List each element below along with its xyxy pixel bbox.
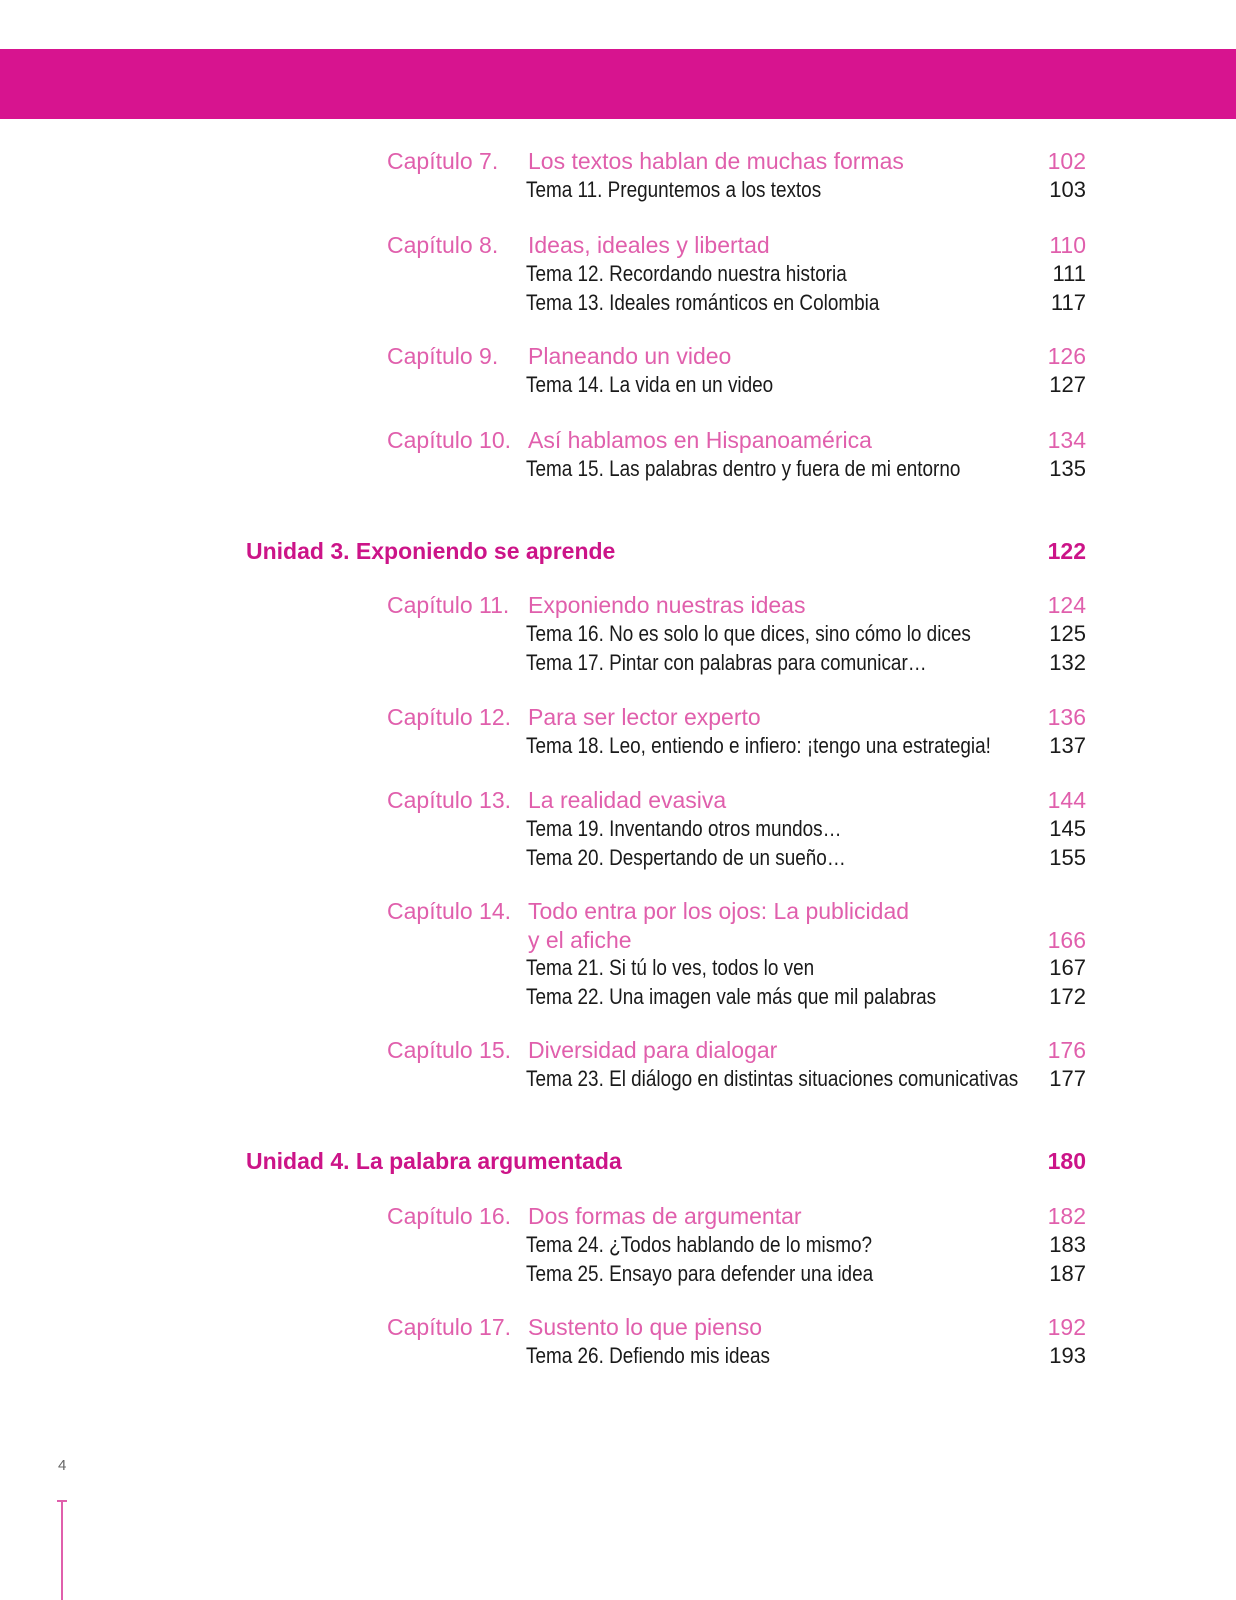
tema-page: 177 (1049, 1066, 1086, 1091)
tema-page: 127 (1049, 372, 1086, 397)
chapter-title: Así hablamos en Hispanoamérica (528, 427, 872, 453)
tema-title: Tema 25. Ensayo para defender una idea (526, 1261, 874, 1286)
tema-page: 145 (1049, 816, 1086, 841)
tema-title: Tema 12. Recordando nuestra historia (526, 261, 847, 286)
tema-page: 155 (1049, 845, 1086, 870)
chapter-page: 126 (1047, 343, 1086, 369)
chapter-number: Capítulo 7. (387, 148, 499, 174)
chapter-page: 136 (1047, 704, 1086, 730)
tema-page: 132 (1049, 650, 1086, 675)
tema-title: Tema 17. Pintar con palabras para comunicar… (526, 650, 927, 675)
chapter-number: Capítulo 8. (387, 232, 499, 258)
chapter-title: Los textos hablan de muchas formas (528, 148, 904, 174)
chapter-number: Capítulo 10. (387, 427, 512, 453)
chapter-title: Para ser lector experto (528, 704, 761, 730)
chapter-number: Capítulo 14. (387, 898, 512, 924)
tema-title: Tema 26. Defiendo mis ideas (526, 1343, 770, 1368)
chapter-number: Capítulo 17. (387, 1314, 512, 1340)
tema-title: Tema 21. Si tú lo ves, todos lo ven (526, 955, 815, 980)
chapter-number: Capítulo 13. (387, 787, 512, 813)
tema-title: Tema 15. Las palabras dentro y fuera de mi entorno (526, 456, 961, 481)
chapter-page: 176 (1047, 1037, 1086, 1063)
tema-page: 187 (1049, 1261, 1086, 1286)
chapter-title-continued: y el afiche (528, 927, 632, 953)
tema-title: Tema 14. La vida en un video (526, 372, 774, 397)
chapter-title: Todo entra por los ojos: La publicidad (528, 898, 910, 924)
tema-title: Tema 18. Leo, entiendo e infiero: ¡tengo una estrategia! (526, 733, 991, 758)
chapter-title: Planeando un video (528, 343, 732, 369)
tema-title: Tema 23. El diálogo en distintas situaciones comunicativas (526, 1066, 1019, 1091)
chapter-title: Exponiendo nuestras ideas (528, 592, 806, 618)
unit-page: 180 (1047, 1148, 1086, 1174)
tema-title: Tema 19. Inventando otros mundos… (526, 816, 842, 841)
chapter-page: 166 (1047, 927, 1086, 953)
chapter-title: La realidad evasiva (528, 787, 727, 813)
tema-page: 135 (1049, 456, 1086, 481)
chapter-title: Dos formas de argumentar (528, 1203, 802, 1229)
tema-page: 183 (1049, 1232, 1086, 1257)
unit-title: Unidad 3. Exponiendo se aprende (246, 538, 616, 564)
unit-page: 122 (1047, 538, 1086, 564)
margin-rule (61, 1500, 63, 1600)
tema-page: 103 (1049, 177, 1086, 202)
tema-title: Tema 13. Ideales románticos en Colombia (526, 290, 880, 315)
chapter-page: 134 (1047, 427, 1086, 453)
chapter-page: 192 (1047, 1314, 1086, 1340)
chapter-page: 110 (1049, 232, 1086, 258)
chapter-title: Sustento lo que pienso (528, 1314, 763, 1340)
tema-page: 111 (1052, 261, 1086, 286)
tema-page: 172 (1049, 984, 1086, 1009)
chapter-number: Capítulo 9. (387, 343, 499, 369)
tema-title: Tema 22. Una imagen vale más que mil palabras (526, 984, 937, 1009)
chapter-number: Capítulo 11. (387, 592, 510, 618)
tema-page: 167 (1049, 955, 1086, 980)
tema-page: 193 (1049, 1343, 1086, 1368)
chapter-number: Capítulo 15. (387, 1037, 512, 1063)
unit-title: Unidad 4. La palabra argumentada (246, 1148, 622, 1174)
tema-title: Tema 20. Despertando de un sueño… (526, 845, 846, 870)
tema-title: Tema 24. ¿Todos hablando de lo mismo? (526, 1232, 873, 1257)
tema-page: 125 (1049, 621, 1086, 646)
tema-page: 137 (1049, 733, 1086, 758)
chapter-number: Capítulo 12. (387, 704, 512, 730)
tema-title: Tema 16. No es solo lo que dices, sino cómo lo dices (526, 621, 971, 646)
chapter-title: Ideas, ideales y libertad (528, 232, 770, 258)
chapter-page: 144 (1047, 787, 1086, 813)
page-number: 4 (58, 1457, 67, 1474)
chapter-page: 124 (1047, 592, 1086, 618)
chapter-number: Capítulo 16. (387, 1203, 512, 1229)
tema-page: 117 (1050, 290, 1086, 315)
tema-title: Tema 11. Preguntemos a los textos (526, 177, 822, 202)
chapter-page: 102 (1047, 148, 1086, 174)
chapter-title: Diversidad para dialogar (528, 1037, 778, 1063)
chapter-page: 182 (1047, 1203, 1086, 1229)
